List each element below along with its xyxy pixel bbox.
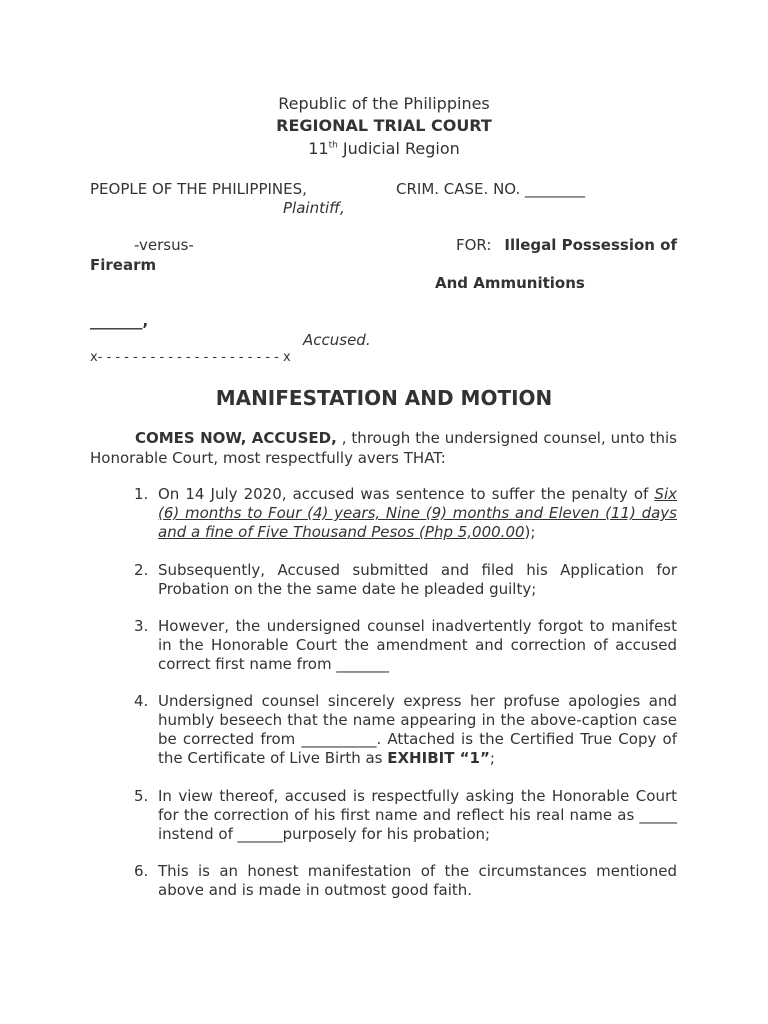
offense-text-3: And Ammunitions [435,274,585,292]
item-number: 2. [134,561,149,579]
intro-paragraph [90,428,677,468]
item-1-pre: On 14 July 2020, accused was sentence to suffer the penalty of [158,485,655,503]
header-republic: Republic of the Philippines [278,94,490,113]
case-number: CRIM. CASE. NO. ________ [396,180,586,198]
caption-separator: x- - - - - - - - - - - - - - - - - - - - - x [90,350,291,365]
accused-name-blank: _______, [90,312,149,330]
for-label: FOR: [456,236,492,254]
header-court-name: REGIONAL TRIAL COURT [276,116,492,135]
item-1-penalty: Six (6) months to Four (4) years, Nine (9) months and Eleven (11) days and a fine of Five Thousand Pesos (Php 5,000.00 [158,485,677,541]
region-ordinal: th [328,140,338,151]
item-text: Subsequently, Accused submitted and filed his Application for Probation on the the same date he pleaded guilty; [158,561,677,598]
intro-bold: COMES NOW, ACCUSED, [135,429,337,447]
region-label: Judicial Region [337,139,460,158]
intro-text: , through the undersigned counsel, unto this Honorable Court, most respectfully avers THAT: [90,429,677,467]
header-judicial-region [0,139,768,158]
item-text: This is an honest manifestation of the circumstances mentioned above and is made in outmost good faith. [158,862,677,899]
document-title: MANIFESTATION AND MOTION [215,386,553,410]
item-text: However, the undersigned counsel inadvertently forgot to manifest in the Honorable Court the amendment and correction of accused correct first name from _______ [158,617,677,673]
versus-label: -versus- [134,236,194,254]
exhibit-label: EXHIBIT “1” [387,749,490,767]
offense-text-2: Firearm [90,256,157,274]
item-number: 1. [134,485,149,503]
item-text [158,485,677,542]
item-1-post: ); [524,523,536,541]
plaintiff-label: Plaintiff, [283,199,345,217]
region-number: 11 [308,139,329,158]
item-number: 6. [134,862,149,880]
offense-line-1 [456,236,677,254]
plaintiff-name: PEOPLE OF THE PHILIPPINES, [90,180,307,198]
item-number: 4. [134,692,149,710]
item-text [158,692,677,768]
item-4-post: ; [489,749,495,767]
item-number: 5. [134,787,149,805]
item-4-pre: Undersigned counsel sincerely express her profuse apologies and humbly beseech that the name appearing in the above-caption case be corrected from __________. Attached is the Certified True Copy of the Certificate of Live Birth as [158,692,677,767]
item-number: 3. [134,617,149,635]
accused-label: Accused. [303,331,371,349]
item-text: In view thereof, accused is respectfully asking the Honorable Court for the correction of his first name and reflect his real name as _____ instend of ______purposely for his probation; [158,787,677,843]
offense-text-1: Illegal Possession of [504,236,677,254]
